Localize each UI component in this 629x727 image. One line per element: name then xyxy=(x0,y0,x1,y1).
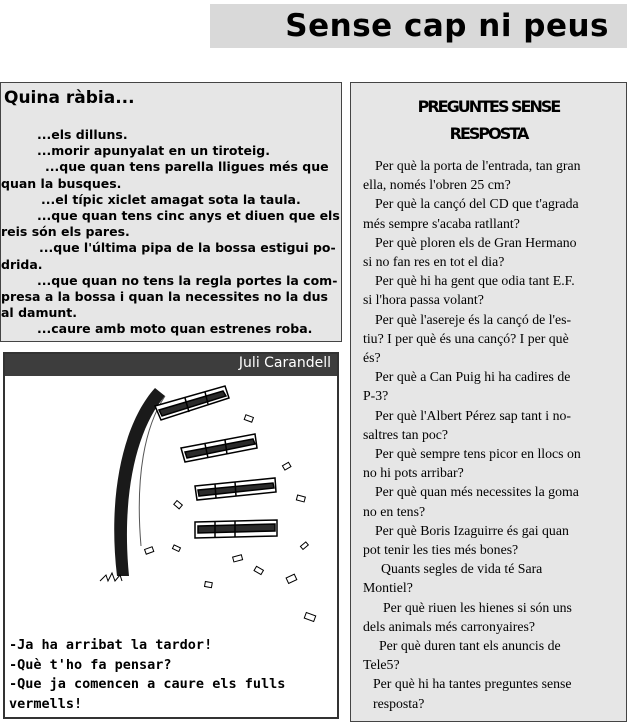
question-line: Per què a Can Puig hi ha cadires de xyxy=(375,369,571,385)
building-windows xyxy=(155,386,277,538)
question-line: és? xyxy=(363,350,381,366)
cartoon-header xyxy=(5,354,337,376)
caption-line: -Que ja comencen a caure els fulls xyxy=(9,676,286,692)
rabia-line: reis són els pares. xyxy=(1,224,130,240)
rabia-line: ...el típic xiclet amagat sota la taula. xyxy=(41,191,301,207)
question-line: saltres tan poc? xyxy=(363,426,449,442)
questions-text xyxy=(363,156,621,713)
question-line: si l'hora passa volant? xyxy=(363,292,484,308)
rabia-line: ...morir apunyalat en un tiroteig. xyxy=(37,143,270,159)
question-line: Per què hi ha tantes preguntes sense xyxy=(373,676,572,692)
rabia-line: quan la busques. xyxy=(1,175,122,191)
question-line: ella, només l'obren 25 cm? xyxy=(363,177,511,193)
caption-line: -Què t'ho fa pensar? xyxy=(9,656,172,673)
quina-rabia-box xyxy=(0,82,342,342)
question-line: Per què la porta de l'entrada, tan gran xyxy=(375,158,581,173)
question-line: Per què l'asereje és la cançó de l'es- xyxy=(375,311,572,327)
preguntes-title-line2: RESPOSTA xyxy=(449,124,528,143)
question-line: Montiel? xyxy=(363,580,413,596)
caption-line: -Ja ha arribat la tardor! xyxy=(9,637,213,653)
question-line: pot tenir les ties més bones? xyxy=(363,542,519,558)
question-line: tiu? I per què és una cançó? I per què xyxy=(363,330,569,346)
question-line: Per què Boris Izaguirre és gai quan xyxy=(375,522,569,538)
page-header xyxy=(210,4,627,48)
question-line: Per què duren tant els anuncis de xyxy=(379,638,561,654)
quina-rabia-text xyxy=(1,127,341,338)
question-line: no hi pots arribar? xyxy=(363,465,464,481)
rabia-line: drida. xyxy=(1,256,43,272)
cartoon-illustration xyxy=(5,376,337,634)
preguntes-title xyxy=(351,93,626,147)
question-line: Per què sempre tens picor en llocs on xyxy=(375,446,581,462)
rabia-line: ...que l'última pipa de la bossa estigui po- xyxy=(39,240,336,256)
question-line: Per què quan més necessites la goma xyxy=(375,484,579,500)
caption-line: vermells! xyxy=(9,695,83,712)
preguntes-title-line1: PREGUNTES SENSE xyxy=(417,97,560,116)
rabia-line: al damunt. xyxy=(1,305,78,321)
question-line: no en tens? xyxy=(363,503,426,519)
rabia-line: ...que quan tens parella lligues més que xyxy=(45,159,329,175)
question-line: resposta? xyxy=(373,695,425,711)
rabia-line: ...els dilluns. xyxy=(37,127,128,142)
cartoon-author: Juli Carandell xyxy=(238,355,331,371)
question-line: Tele5? xyxy=(363,657,400,673)
rabia-line: ...caure amb moto quan estrenes roba. xyxy=(37,321,313,337)
cartoon-box xyxy=(3,352,339,719)
question-line: si no fan res en tot el dia? xyxy=(363,254,505,270)
cartoon-caption xyxy=(9,636,285,714)
question-line: Per què la cançó del CD que t'agrada xyxy=(375,196,579,212)
question-line: Per què hi ha gent que odia tant E.F. xyxy=(375,273,575,289)
question-line: dels animals més carronyaires? xyxy=(363,618,536,634)
curved-building-edge xyxy=(114,388,165,576)
preguntes-sense-resposta-box xyxy=(350,82,627,722)
question-line: Per què l'Albert Pérez sap tant i no- xyxy=(375,407,571,423)
rabia-line: presa a la bossa i quan la necessites no la dus xyxy=(1,289,328,305)
question-line: Per què ploren els de Gran Hermano xyxy=(375,234,577,250)
question-line: més sempre s'acaba ratllant? xyxy=(363,215,520,231)
question-line: P-3? xyxy=(363,388,389,404)
quina-rabia-title: Quina ràbia... xyxy=(4,88,135,108)
rabia-line: ...que quan no tens la regla portes la com- xyxy=(37,272,338,288)
page-title: Sense cap ni peus xyxy=(285,8,609,44)
question-line: Per què riuen les hienes si són uns xyxy=(383,599,572,615)
question-line: Quants segles de vida té Sara xyxy=(381,561,543,577)
rabia-line: ...que quan tens cinc anys et diuen que els xyxy=(37,208,340,224)
